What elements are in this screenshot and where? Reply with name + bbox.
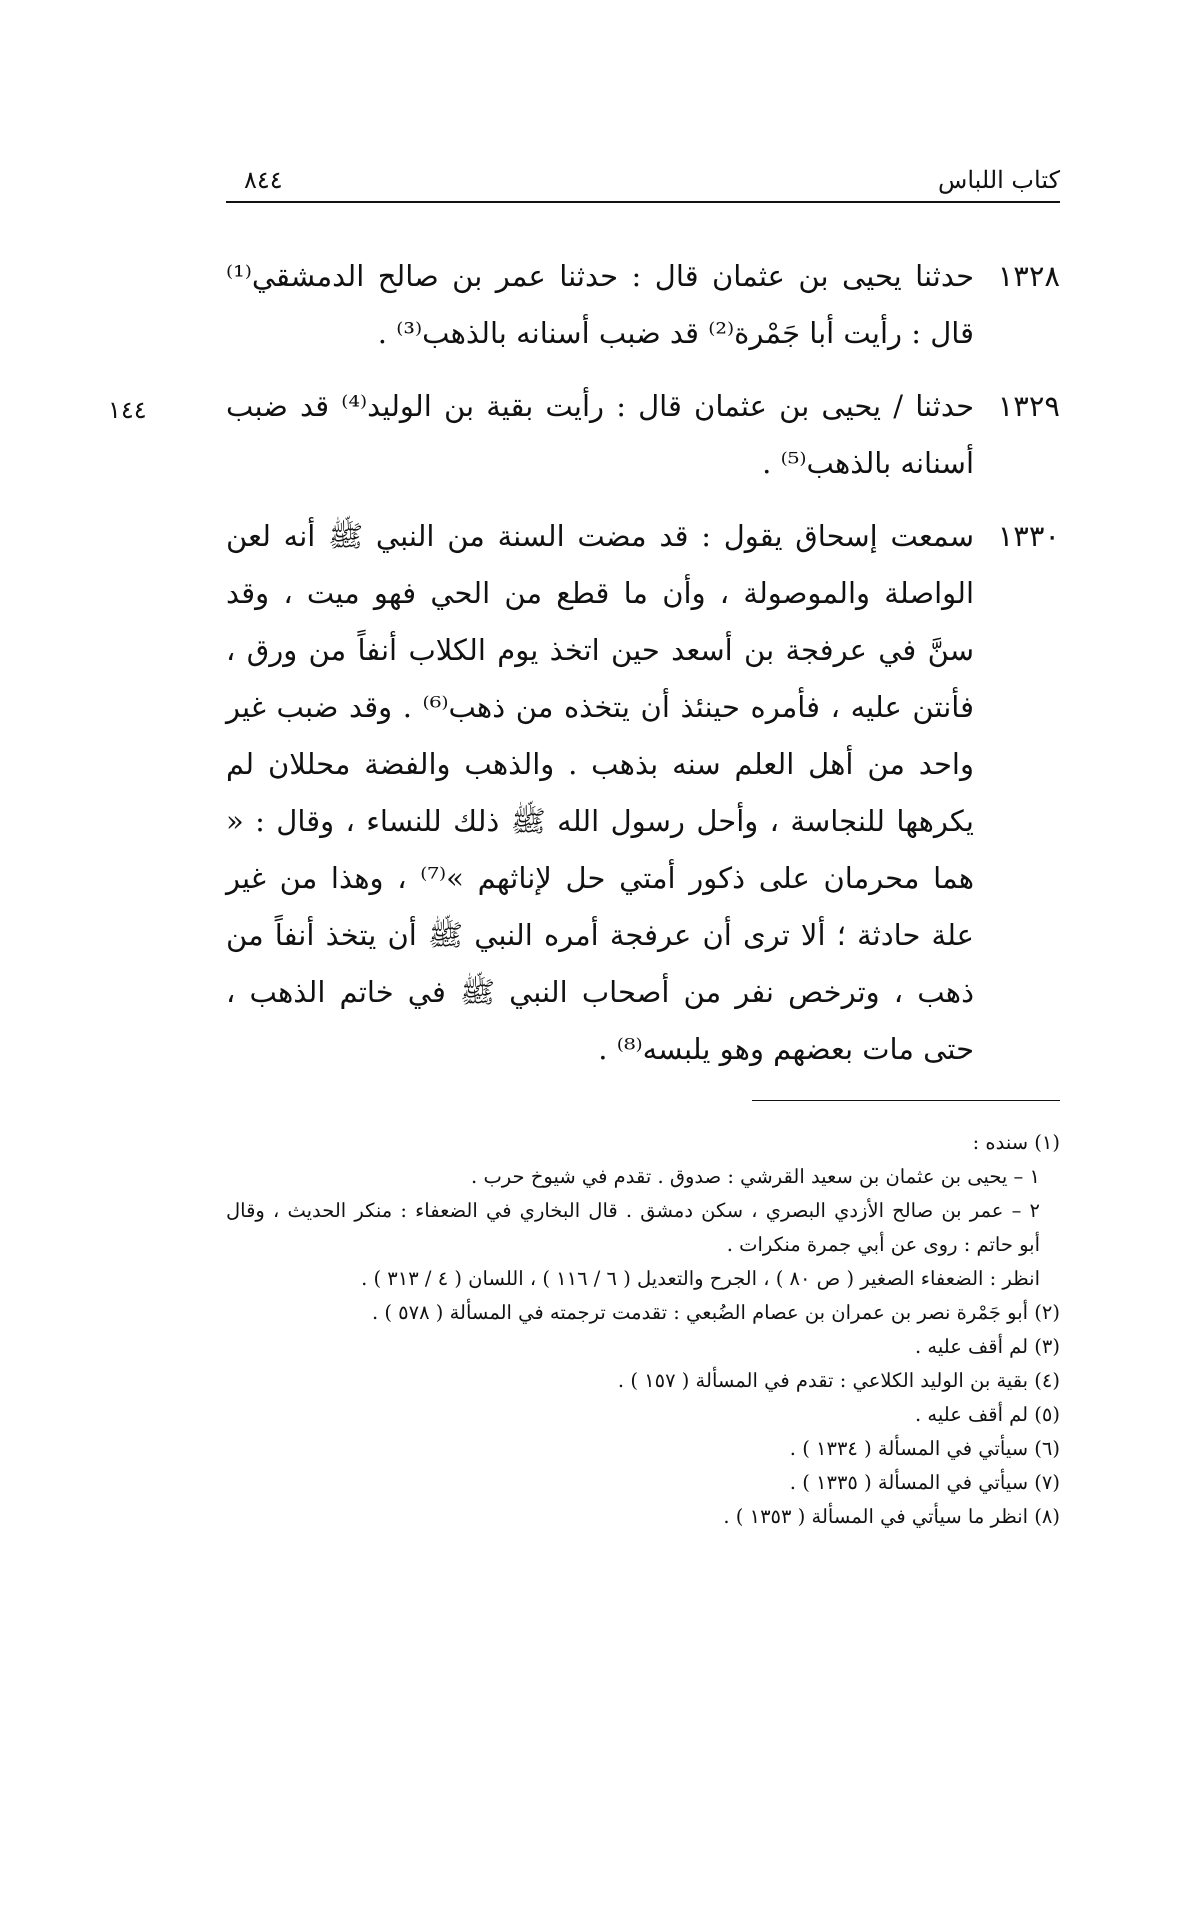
entry-text: حدثنا يحيى بن عثمان قال : حدثنا عمر بن صالح الدمشقي⁽¹⁾ قال : رأيت أبا جَمْرة⁽²⁾ قد ضبب أسنانه بالذهب⁽³⁾ .	[226, 259, 974, 350]
footnote-line: (٤) بقية بن الوليد الكلاعي : تقدم في المسألة ( ١٥٧ ) .	[617, 1369, 1060, 1392]
footnote-line: انظر : الضعفاء الصغير ( ص ٨٠ ) ، الجرح والتعديل ( ٦ / ١١٦ ) ، اللسان ( ٤ / ٣١٣ ) .	[361, 1267, 1040, 1290]
margin-page-reference: ١٤٤	[108, 396, 147, 424]
footnote-line: أبو حاتم : روى عن أبي جمرة منكرات .	[726, 1233, 1040, 1256]
main-text	[226, 248, 1060, 1094]
footnotes	[226, 1126, 1060, 1534]
footnote-line: (٣) لم أقف عليه .	[915, 1335, 1060, 1358]
footnote-line: ٢ – عمر بن صالح الأزدي البصري ، سكن دمشق . قال البخاري في الضعفاء : منكر الحديث ، وقال	[226, 1199, 1040, 1222]
entry-1328	[226, 248, 1060, 362]
footnote-line: (٦) سيأتي في المسألة ( ١٣٣٤ ) .	[789, 1437, 1060, 1460]
entry-text: حدثنا / يحيى بن عثمان قال : رأيت بقية بن الوليد⁽⁴⁾ قد ضبب أسنانه بالذهب⁽⁵⁾ .	[226, 389, 974, 480]
entry-1330	[226, 508, 1060, 1078]
footnote-line: (٧) سيأتي في المسألة ( ١٣٣٥ ) .	[789, 1471, 1060, 1494]
header-rule	[226, 201, 1060, 203]
entry-number: ١٣٢٩	[997, 389, 1060, 423]
footnote-line: (٥) لم أقف عليه .	[915, 1403, 1060, 1426]
running-title: كتاب اللباس	[938, 166, 1060, 194]
entry-number: ١٣٢٨	[997, 259, 1060, 293]
page-header	[226, 162, 1060, 202]
footnote-line: ١ – يحيى بن عثمان بن سعيد القرشي : صدوق . تقدم في شيوخ حرب .	[471, 1165, 1040, 1188]
page-number: ٨٤٤	[244, 166, 283, 194]
footnote-line: (١) سنده :	[972, 1131, 1060, 1154]
entry-text: سمعت إسحاق يقول : قد مضت السنة من النبي ﷺ أنه لعن الواصلة والموصولة ، وأن ما قطع من الحي فهو ميت ، وقد سنَّ في عرفجة بن أسعد حين اتخذ يوم الكلاب أنفاً من ورق ، فأنتن عليه ، فأمره حينئذ أن يتخذه من ذهب⁽⁶⁾ . وقد ضبب غير واحد من أهل العلم سنه بذهب . والذهب والفضة محللان لم يكرهها للنجاسة ، وأحل رسول الله ﷺ ذلك للنساء ، وقال : « هما محرمان على ذكور أمتي حل لإناثهم »⁽⁷⁾ ، وهذا من غير علة حادثة ؛ ألا ترى أن عرفجة أمره النبي ﷺ أن يتخذ أنفاً من ذهب ، وترخص نفر من أصحاب النبي ﷺ في خاتم الذهب ، حتى مات بعضهم وهو يلبسه⁽⁸⁾ .	[226, 519, 975, 1066]
entry-number: ١٣٣٠	[997, 519, 1060, 553]
footnote-line: (٨) انظر ما سيأتي في المسألة ( ١٣٥٣ ) .	[723, 1505, 1060, 1528]
footnote-separator	[752, 1100, 1060, 1101]
footnote-line: (٢) أبو جَمْرة نصر بن عمران بن عصام الضُبعي : تقدمت ترجمته في المسألة ( ٥٧٨ ) .	[371, 1301, 1060, 1324]
entry-1329	[226, 378, 1060, 492]
